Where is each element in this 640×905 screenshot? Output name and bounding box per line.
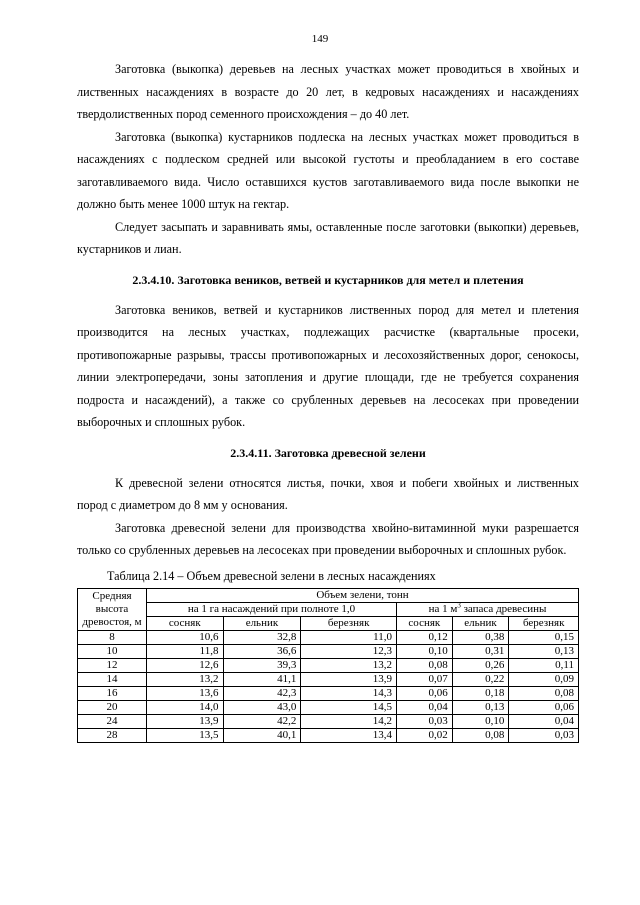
species-header: сосняк <box>396 616 452 630</box>
table-row <box>78 644 579 658</box>
per-cubic-meter-prefix: на 1 м <box>428 602 458 615</box>
volume-cell: 0,03 <box>509 728 579 742</box>
species-header: ельник <box>223 616 301 630</box>
volume-cell: 40,1 <box>223 728 301 742</box>
section-heading: 2.3.4.11. Заготовка древесной зелени <box>230 445 426 460</box>
table-row <box>78 672 579 686</box>
volume-cell: 12,3 <box>301 644 397 658</box>
volume-cell: 0,08 <box>396 658 452 672</box>
volume-cell: 0,18 <box>452 686 509 700</box>
volume-cell: 0,04 <box>396 700 452 714</box>
volume-cell: 12,6 <box>147 658 224 672</box>
volume-cell: 0,07 <box>396 672 452 686</box>
species-header: ельник <box>452 616 509 630</box>
volume-cell: 0,26 <box>452 658 509 672</box>
paragraph: Заготовка древесной зелени для производства хвойно-витаминной муки разрешается только со срубленных деревьев на лесосеках при проведении выборочных и сплошных рубок. <box>77 520 579 557</box>
volume-cell: 11,0 <box>301 630 397 644</box>
volume-cell: 0,10 <box>396 644 452 658</box>
species-header: березняк <box>509 616 579 630</box>
height-cell: 28 <box>78 728 147 742</box>
table-caption: Таблица 2.14 – Объем древесной зелени в лесных насаждениях <box>107 568 436 583</box>
volume-cell: 32,8 <box>223 630 301 644</box>
volume-cell: 13,9 <box>147 714 224 728</box>
height-cell: 12 <box>78 658 147 672</box>
volume-cell: 14,3 <box>301 686 397 700</box>
page-content <box>77 58 579 743</box>
volume-cell: 13,4 <box>301 728 397 742</box>
volume-cell: 0,11 <box>509 658 579 672</box>
volume-cell: 0,12 <box>396 630 452 644</box>
volume-cell: 13,5 <box>147 728 224 742</box>
volume-cell: 11,8 <box>147 644 224 658</box>
volume-cell: 0,02 <box>396 728 452 742</box>
volume-cell: 0,06 <box>396 686 452 700</box>
species-header: сосняк <box>147 616 224 630</box>
table-row <box>78 700 579 714</box>
volume-cell: 0,31 <box>452 644 509 658</box>
height-cell: 16 <box>78 686 147 700</box>
height-cell: 24 <box>78 714 147 728</box>
green-volume-table <box>77 588 579 743</box>
paragraph: Следует засыпать и заравнивать ямы, оставленные после заготовки (выкопки) деревьев, кустарников и лиан. <box>77 219 579 256</box>
table-row <box>78 686 579 700</box>
volume-cell: 39,3 <box>223 658 301 672</box>
table-row <box>78 658 579 672</box>
volume-cell: 0,03 <box>396 714 452 728</box>
paragraph: Заготовка (выкопка) деревьев на лесных участках может проводиться в хвойных и лиственных насаждениях в возрасте до 20 лет, в кедровых насаждениях и насаждениях твердолиственных пород семенного происхождения – до 40 лет. <box>77 62 579 121</box>
volume-cell: 14,0 <box>147 700 224 714</box>
volume-cell: 36,6 <box>223 644 301 658</box>
paragraph: К древесной зелени относятся листья, почки, хвоя и побеги хвойных и лиственных пород с диаметром до 8 мм у основания. <box>77 475 579 512</box>
table-row <box>78 630 579 644</box>
volume-cell: 0,13 <box>509 644 579 658</box>
table-row <box>78 714 579 728</box>
per-cubic-meter-header <box>396 602 578 616</box>
volume-cell: 13,9 <box>301 672 397 686</box>
height-cell: 20 <box>78 700 147 714</box>
volume-cell: 0,08 <box>452 728 509 742</box>
volume-cell: 0,09 <box>509 672 579 686</box>
height-column-header: Средняя высота древостоя, м <box>78 588 147 630</box>
per-cubic-meter-suffix: запаса древесины <box>460 602 547 615</box>
paragraph: Заготовка веников, ветвей и кустарников лиственных пород для метел и плетения производится на лесных участках, подлежащих расчистке (квартальные просеки, противопожарные разрывы, трассы противопожарных и лесохозяйственных дорог, сенокосы, линии электропередачи, зоны затопления и другие площади, где не требуется сохранения подроста и насаждений), а также со срубленных деревьев на лесосеках при проведении выборочных и сплошных рубок. <box>77 302 579 429</box>
height-cell: 14 <box>78 672 147 686</box>
height-cell: 8 <box>78 630 147 644</box>
species-header: березняк <box>301 616 397 630</box>
volume-cell: 13,2 <box>301 658 397 672</box>
paragraph: Заготовка (выкопка) кустарников подлеска на лесных участках может проводиться в насаждениях с подлеском средней или высокой густоты и преобладанием в его составе заготавливаемого вида. Число оставшихся кустов заготавливаемого вида после выкопки не должно быть менее 1000 штук на гектар. <box>77 129 579 211</box>
per-hectare-header: на 1 га насаждений при полноте 1,0 <box>147 602 397 616</box>
volume-cell: 14,5 <box>301 700 397 714</box>
volume-cell: 42,3 <box>223 686 301 700</box>
volume-cell: 42,2 <box>223 714 301 728</box>
height-cell: 10 <box>78 644 147 658</box>
volume-cell: 0,15 <box>509 630 579 644</box>
table-body <box>78 630 579 742</box>
volume-cell: 10,6 <box>147 630 224 644</box>
volume-cell: 0,22 <box>452 672 509 686</box>
volume-cell: 0,13 <box>452 700 509 714</box>
volume-cell: 0,06 <box>509 700 579 714</box>
volume-cell: 0,38 <box>452 630 509 644</box>
volume-header: Объем зелени, тонн <box>147 588 579 602</box>
volume-cell: 41,1 <box>223 672 301 686</box>
per-cubic-meter-sup: 3 <box>457 600 461 609</box>
table-row <box>78 728 579 742</box>
volume-cell: 0,10 <box>452 714 509 728</box>
volume-cell: 13,2 <box>147 672 224 686</box>
section-heading: 2.3.4.10. Заготовка веников, ветвей и кустарников для метел и плетения <box>132 272 524 287</box>
volume-cell: 0,04 <box>509 714 579 728</box>
volume-cell: 43,0 <box>223 700 301 714</box>
volume-cell: 0,08 <box>509 686 579 700</box>
volume-cell: 13,6 <box>147 686 224 700</box>
volume-cell: 14,2 <box>301 714 397 728</box>
page-number: 149 <box>311 33 329 45</box>
